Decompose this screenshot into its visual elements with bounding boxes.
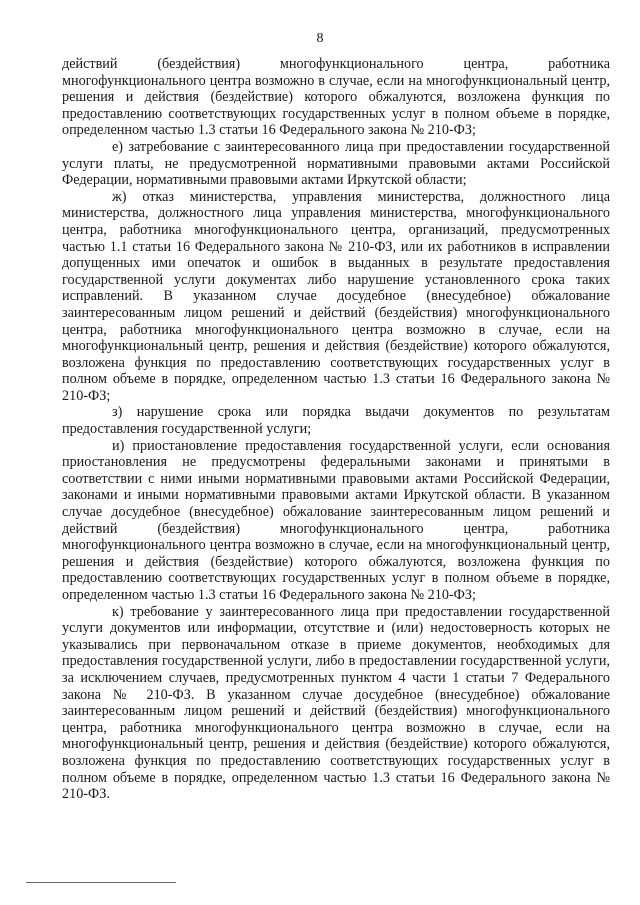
paragraph-item-k: к) требование у заинтересованного лица при предоставлении государственной услуги документов или информации, отсутствие и (или) недостоверность которых не указывались при первоначальном отказе в приеме документов, необходимых для предоставления государственной услуги, либо в предоставлении государственной услуги, за исключением случаев, предусмотренных пунктом 4 части 1 статьи 7 Федерального закона № 210-ФЗ. В указанном случае досудебное (внесудебное) обжалование заинтересованным лицом решений и действий (бездействия) многофункционального центра, работника многофункционального центра возможно в случае, если на многофункциональный центр, решения и действия (бездействие) которого обжалуются, возложена функция по предоставлению соответствующих государственных услуг в полном объеме в порядке, определенном частью 1.3 статьи 16 Федерального закона № 210-ФЗ.: [62, 603, 610, 803]
page-number: 8: [316, 31, 324, 46]
document-body: [62, 56, 610, 803]
paragraph-continuation: действий (бездействия) многофункционального центра, работника многофункционального центра возможно в случае, если на многофункциональный центр, решения и действия (бездействие) которого обжалуются, возложена функция по предоставлению соответствующих государственных услуг в полном объеме в порядке, определенном частью 1.3 статьи 16 Федерального закона № 210-ФЗ;: [62, 56, 610, 139]
footer-divider: [26, 882, 176, 883]
paragraph-item-i: и) приостановление предоставления государственной услуги, если основания приостановления не предусмотрены федеральными законами и принятыми в соответствии с ними иными нормативными правовыми актами Российской Федерации, законами и иными нормативными правовыми актами Иркутской области. В указанном случае досудебное (внесудебное) обжалование заинтересованным лицом решений и действий (бездействия) многофункционального центра, работника многофункционального центра возможно в случае, если на многофункциональный центр, решения и действия (бездействие) которого обжалуются, возложена функция по предоставлению соответствующих государственных услуг в полном объеме в порядке, определенном частью 1.3 статьи 16 Федерального закона № 210-ФЗ;: [62, 437, 610, 603]
paragraph-item-e: е) затребование с заинтересованного лица при предоставлении государственной услуги платы, не предусмотренной нормативными правовыми актами Российской Федерации, нормативными правовыми актами Иркутской области;: [62, 138, 610, 189]
paragraph-item-z: з) нарушение срока или порядка выдачи документов по результатам предоставления государственной услуги;: [62, 404, 610, 438]
paragraph-item-zh: ж) отказ министерства, управления министерства, должностного лица министерства, должностного лица управления министерства, многофункционального центра, работника многофункционального центра, организаций, предусмотренных частью 1.1 статьи 16 Федерального закона № 210-ФЗ, или их работников в исправлении допущенных ими опечаток и ошибок в выданных в результате предоставления государственной услуги документах либо нарушение установленного срока таких исправлений. В указанном случае досудебное (внесудебное) обжалование заинтересованным лицом решений и действий (бездействия) многофункционального центра, работника многофункционального центра возможно в случае, если на многофункциональный центр, решения и действия (бездействие) которого обжалуются, возложена функция по предоставлению соответствующих государственных услуг в полном объеме в порядке, определенном частью 1.3 статьи 16 Федерального закона № 210-ФЗ;: [62, 188, 610, 404]
